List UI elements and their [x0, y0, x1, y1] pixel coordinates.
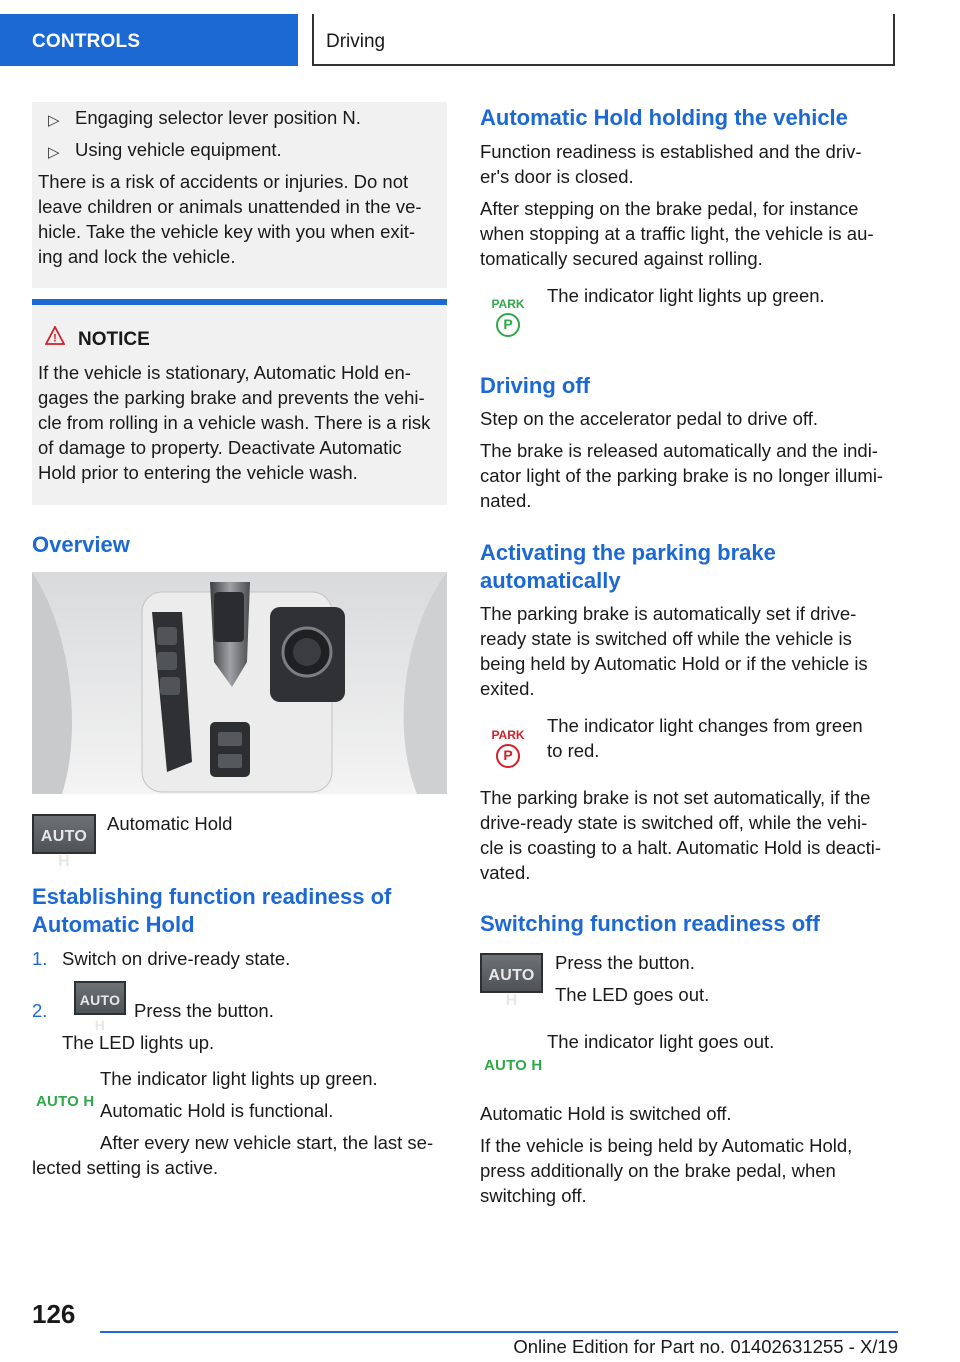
notice-text-line: gages the parking brake and prevents the vehi-: [38, 387, 425, 408]
step-text: Switch on drive-ready state.: [62, 948, 291, 969]
autoh-button-icon: AUTO H: [32, 814, 96, 854]
after-start-text: After every new vehicle start, the last se-: [100, 1132, 434, 1153]
bullet-item: Engaging selector lever position N.: [75, 107, 361, 128]
step-text: Press the button.: [134, 1000, 274, 1021]
paragraph-line: Automatic Hold is switched off.: [480, 1103, 732, 1124]
notice-title: NOTICE: [78, 329, 150, 350]
indicator-text: to red.: [547, 740, 600, 761]
footer-edition: Online Edition for Part no. 01402631255 - X/19: [513, 1336, 898, 1357]
paragraph-line: If the vehicle is being held by Automatic Hold,: [480, 1135, 853, 1156]
paragraph-line: The brake is released automatically and the indi-: [480, 440, 878, 461]
paragraph-line: being held by Automatic Hold or if the vehicle is: [480, 653, 868, 674]
paragraph-line: cator light of the parking brake is no longer illumi-: [480, 465, 884, 486]
park-symbol: P: [496, 744, 520, 768]
after-start-text: lected setting is active.: [32, 1157, 219, 1178]
press-text: Press the button.: [555, 952, 695, 973]
paragraph-line: ready state is switched off while the vehicle is: [480, 628, 852, 649]
notice-text-line: If the vehicle is stationary, Automatic Hold en-: [38, 362, 411, 383]
bullet-item: Using vehicle equipment.: [75, 139, 282, 160]
warning-text-line: ing and lock the vehicle.: [38, 246, 236, 267]
svg-text:!: !: [53, 332, 57, 345]
notice-text-line: of damage to property. Deactivate Automatic: [38, 437, 402, 458]
footer-rule: [100, 1331, 898, 1333]
indicator-text: The indicator light goes out.: [547, 1031, 775, 1052]
paragraph-line: switching off.: [480, 1185, 587, 1206]
paragraph-line: tomatically secured against rolling.: [480, 248, 763, 269]
indicator-text: The indicator light lights up green.: [547, 285, 825, 306]
paragraph-line: The parking brake is not set automatically, if the: [480, 787, 871, 808]
warning-text-line: leave children or animals unattended in the ve-: [38, 196, 422, 217]
page-number: 126: [32, 1299, 76, 1329]
notice-text-line: Hold prior to entering the vehicle wash.: [38, 462, 358, 483]
autoh-button-icon: AUTO H: [74, 981, 126, 1015]
paragraph-line: drive-ready state is switched off, while the vehi-: [480, 812, 868, 833]
paragraph-line: vated.: [480, 862, 531, 883]
autoh-caption: Automatic Hold: [107, 813, 233, 834]
warning-triangle-icon: [45, 326, 65, 346]
step-number: 2.: [32, 1000, 48, 1021]
park-indicator-icon: [488, 729, 528, 768]
section-tab: CONTROLS: [0, 14, 298, 66]
paragraph-line: press additionally on the brake pedal, when: [480, 1160, 836, 1181]
paragraph-line: The parking brake is automatically set if drive-: [480, 603, 857, 624]
park-label: PARK: [491, 297, 525, 311]
holding-heading: Automatic Hold holding the vehicle: [480, 105, 848, 130]
driving-off-heading: Driving off: [480, 373, 590, 398]
warning-text-line: There is a risk of accidents or injuries. Do not: [38, 171, 409, 192]
autoh-button-icon: AUTO H: [480, 953, 543, 993]
indicator-text: The indicator light lights up green.: [100, 1068, 378, 1089]
activating-heading: automatically: [480, 568, 621, 593]
autoh-indicator-icon: AUTO H: [484, 1057, 543, 1074]
paragraph-line: Function readiness is established and the driv-: [480, 141, 862, 162]
paragraph-line: cle is coasting to a halt. Automatic Hold is deacti-: [480, 837, 882, 858]
warning-text-line: hicle. Take the vehicle key with you when exit-: [38, 221, 416, 242]
led-text: The LED goes out.: [555, 984, 710, 1005]
establish-heading: Establishing function readiness of: [32, 884, 392, 909]
park-indicator-icon: [488, 298, 528, 337]
establish-heading: Automatic Hold: [32, 912, 195, 937]
paragraph-line: nated.: [480, 490, 532, 511]
bullet-triangle-icon: ▷: [48, 144, 60, 161]
functional-text: Automatic Hold is functional.: [100, 1100, 334, 1121]
notice-text-line: cle from rolling in a vehicle wash. There is a risk: [38, 412, 431, 433]
paragraph-line: Step on the accelerator pedal to drive off.: [480, 408, 819, 429]
switch-off-heading: Switching function readiness off: [480, 911, 820, 936]
paragraph-line: exited.: [480, 678, 535, 699]
chapter-title: Driving: [312, 14, 895, 66]
paragraph-line: er's door is closed.: [480, 166, 634, 187]
autoh-indicator-icon: AUTO H: [36, 1093, 95, 1110]
park-symbol: P: [496, 313, 520, 337]
overview-heading: Overview: [32, 532, 130, 557]
paragraph-line: After stepping on the brake pedal, for instance: [480, 198, 859, 219]
center-console-photo: [32, 572, 447, 794]
step-number: 1.: [32, 948, 48, 969]
indicator-text: The indicator light changes from green: [547, 715, 863, 736]
paragraph-line: when stopping at a traffic light, the vehicle is au-: [480, 223, 874, 244]
park-label: PARK: [491, 728, 525, 742]
bullet-triangle-icon: ▷: [48, 112, 60, 129]
activating-heading: Activating the parking brake: [480, 540, 776, 565]
led-text: The LED lights up.: [62, 1032, 215, 1053]
